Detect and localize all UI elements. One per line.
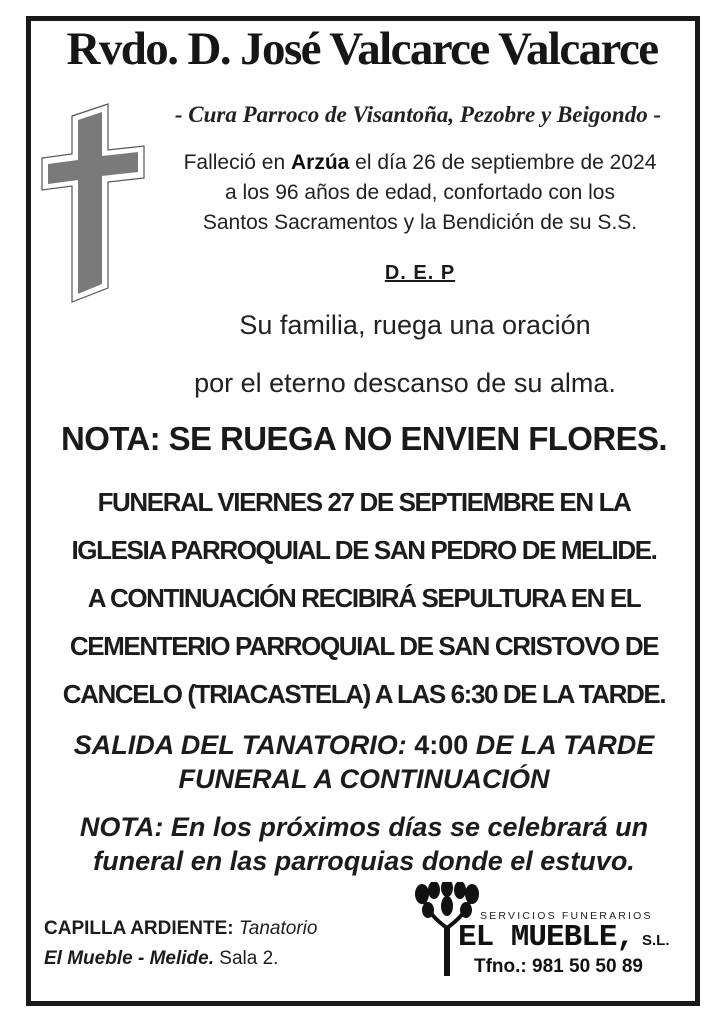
prayer-line-2: por el eterno descanso de su alma. <box>194 368 616 398</box>
logo-suffix: S.L. <box>642 932 670 949</box>
death-line-1: Falleció en Arzúa el día 26 de septiembre de 2024 <box>183 151 657 174</box>
departure-line-1: SALIDA DEL TANATORIO: 4:00 DE LA TARDE <box>73 730 655 760</box>
departure-info <box>36 728 692 796</box>
final-note-line-2: funeral en las parroquias donde el estuvo. <box>93 846 635 876</box>
death-line-2: a los 96 años de edad, confortado con los <box>225 181 615 204</box>
deceased-role: - Cura Parroco de Visantoña, Pezobre y Beigondo - <box>174 102 662 127</box>
cross-icon <box>38 102 148 306</box>
funeral-line: IGLESIA PARROQUIAL DE SAN PEDRO DE MELIDE. <box>71 535 657 565</box>
funeral-line: FUNERAL VIERNES 27 DE SEPTIEMBRE EN LA <box>97 487 631 517</box>
phone-number: Tfno.: 981 50 50 89 <box>474 956 643 977</box>
death-notice <box>150 148 690 238</box>
final-note-line-1: NOTA: En los próximos días se celebrará un <box>79 812 649 842</box>
funeral-line: CEMENTERIO PARROQUIAL DE SAN CRISTOVO DE <box>69 631 659 661</box>
prayer-line-1: Su familia, ruega una oración <box>239 310 591 340</box>
logo-tagline: SERVICIOS FUNERARIOS <box>480 910 653 922</box>
chapel-info <box>44 914 404 974</box>
funeral-home-logo <box>410 882 686 982</box>
chapel-line-1: CAPILLA ARDIENTE: Tanatorio <box>44 918 318 939</box>
funeral-line: A CONTINUACIÓN RECIBIRÁ SEPULTURA EN EL <box>87 583 641 613</box>
no-flowers-note: NOTA: SE RUEGA NO ENVIEN FLORES. <box>60 420 667 457</box>
chapel-line-2: El Mueble - Melide. Sala 2. <box>44 948 279 969</box>
dep-heading: D. E. P <box>384 262 456 284</box>
chapel-label: CAPILLA ARDIENTE: <box>44 918 234 939</box>
death-line-3: Santos Sacramentos y la Bendición de su S.S. <box>202 211 638 234</box>
logo-name: EL MUEBLE, <box>458 920 635 955</box>
funeral-details <box>36 478 692 718</box>
final-note <box>36 810 692 878</box>
departure-time: 4:00 <box>414 730 469 760</box>
funeral-line: CANCELO (TRIACASTELA) A LAS 6:30 DE LA TARDE. <box>62 679 666 709</box>
death-place: Arzúa <box>290 151 350 174</box>
deceased-name: Rvdo. D. José Valcarce Valcarce <box>66 23 658 75</box>
departure-line-2: FUNERAL A CONTINUACIÓN <box>178 764 550 794</box>
